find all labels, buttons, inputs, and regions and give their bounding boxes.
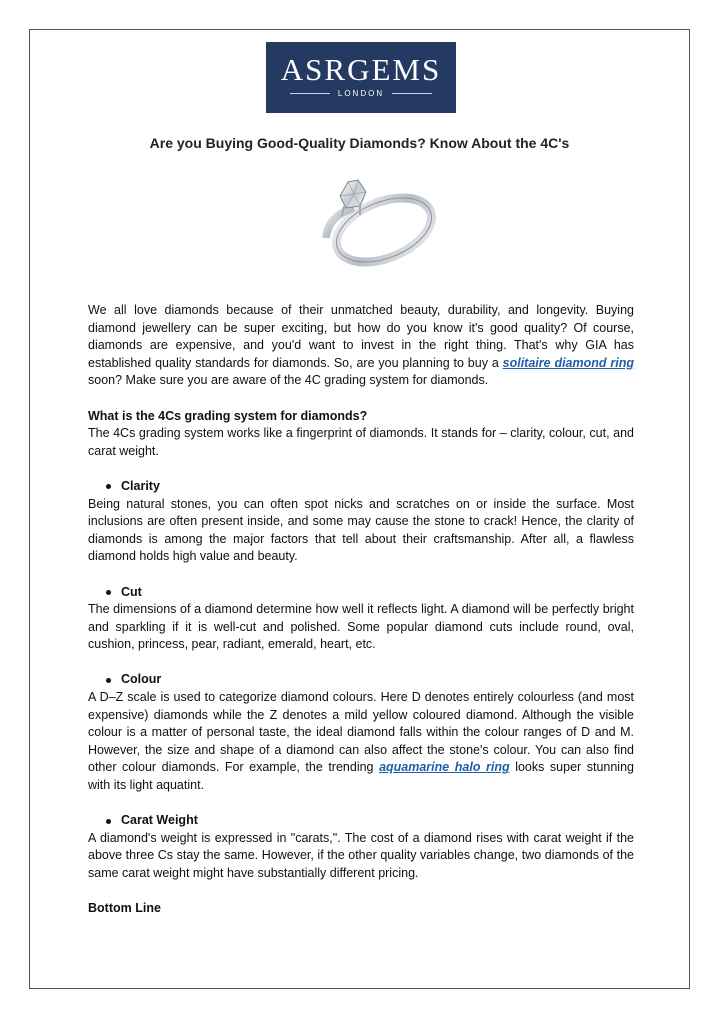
logo-wordmark: ASRGEMS: [280, 52, 442, 87]
cut-heading: Cut: [121, 584, 142, 599]
spacer: [88, 460, 634, 478]
colour-heading: Colour: [121, 672, 162, 687]
fourcs-paragraph: The 4Cs grading system works like a fingerprint of diamonds. It stands for – clarity, colour, cut, and carat weight.: [88, 426, 634, 458]
spacer: [88, 883, 634, 901]
carat-heading: Carat Weight: [121, 813, 198, 828]
colour-text-after: looks super stunning with its light aquatint.: [88, 760, 634, 793]
carat-bullet: [88, 812, 634, 830]
aquamarine-halo-ring-link[interactable]: aquamarine halo ring: [379, 760, 510, 775]
document-page: [29, 29, 690, 989]
intro-paragraph: [88, 302, 634, 390]
asrgems-logo[interactable]: [266, 42, 456, 113]
bullet-dot-icon: [106, 590, 111, 595]
colour-paragraph: [88, 689, 634, 795]
page-title: Are you Buying Good-Quality Diamonds? Know About the 4C's: [149, 135, 570, 151]
logo-subline: [266, 89, 456, 98]
bullet-dot-icon: [106, 819, 111, 824]
bottom-line-heading: Bottom Line: [88, 901, 161, 916]
colour-bullet: [88, 671, 634, 689]
bullet-dot-icon: [106, 484, 111, 489]
clarity-paragraph: Being natural stones, you can often spot nicks and scratches on or inside the surface. Most inclusions are often present inside, and some may cause the stone to crack! Hence, the clarity of diamonds is among the major factors that tell about their craftsmanship. After all, a flawless diamond holds high value and beauty.: [88, 496, 634, 564]
logo-rule-left: [290, 93, 330, 94]
carat-paragraph: A diamond's weight is expressed in "carats,". The cost of a diamond rises with carat weight if the above three Cs stay the same. However, if the other quality variables change, two diamonds of the same carat weight might have substantially different pricing.: [88, 830, 634, 880]
intro-text-before: We all love diamonds because of their unmatched beauty, durability, and longevity. Buying diamond jewellery can be super exciting, but how do you know it's good quality? Of course, diamonds are expensive, and you'd want to invest in the right thing. That's why GIA has established quality standards for diamonds. So, are you planning to buy a: [88, 303, 634, 370]
spacer: [88, 566, 634, 584]
spacer: [88, 390, 634, 408]
intro-text-after: soon? Make sure you are aware of the 4C grading system for diamonds.: [88, 373, 489, 388]
solitaire-ring-image: [300, 168, 442, 273]
article-body: [88, 302, 634, 918]
cut-bullet: [88, 584, 634, 602]
spacer: [88, 654, 634, 672]
solitaire-diamond-ring-link[interactable]: solitaire diamond ring: [502, 355, 634, 370]
cut-paragraph: The dimensions of a diamond determine how well it reflects light. A diamond will be perfectly bright and sparkling if it is well-cut and polished. Some popular diamond cuts include round, oval, cushion, princess, pear, radiant, emerald, heart, etc.: [88, 602, 634, 652]
bullet-dot-icon: [106, 678, 111, 683]
spacer: [88, 795, 634, 813]
colour-text-before: A D–Z scale is used to categorize diamond colours. Here D denotes entirely colourless (and most expensive) diamonds while the Z denotes a mild yellow coloured diamond. Although the visible colour is a matter of personal taste, the ideal diamond falls within the colour ranges of D and M. However, the size and shape of a diamond can also affect the stone's colour. You can also find other colour diamonds. For example, the trending: [88, 690, 634, 775]
logo-rule-right: [392, 93, 432, 94]
fourcs-heading: What is the 4Cs grading system for diamonds?: [88, 408, 368, 423]
logo-sub-text: LONDON: [337, 89, 385, 98]
clarity-bullet: [88, 478, 634, 496]
clarity-heading: Clarity: [121, 478, 160, 493]
